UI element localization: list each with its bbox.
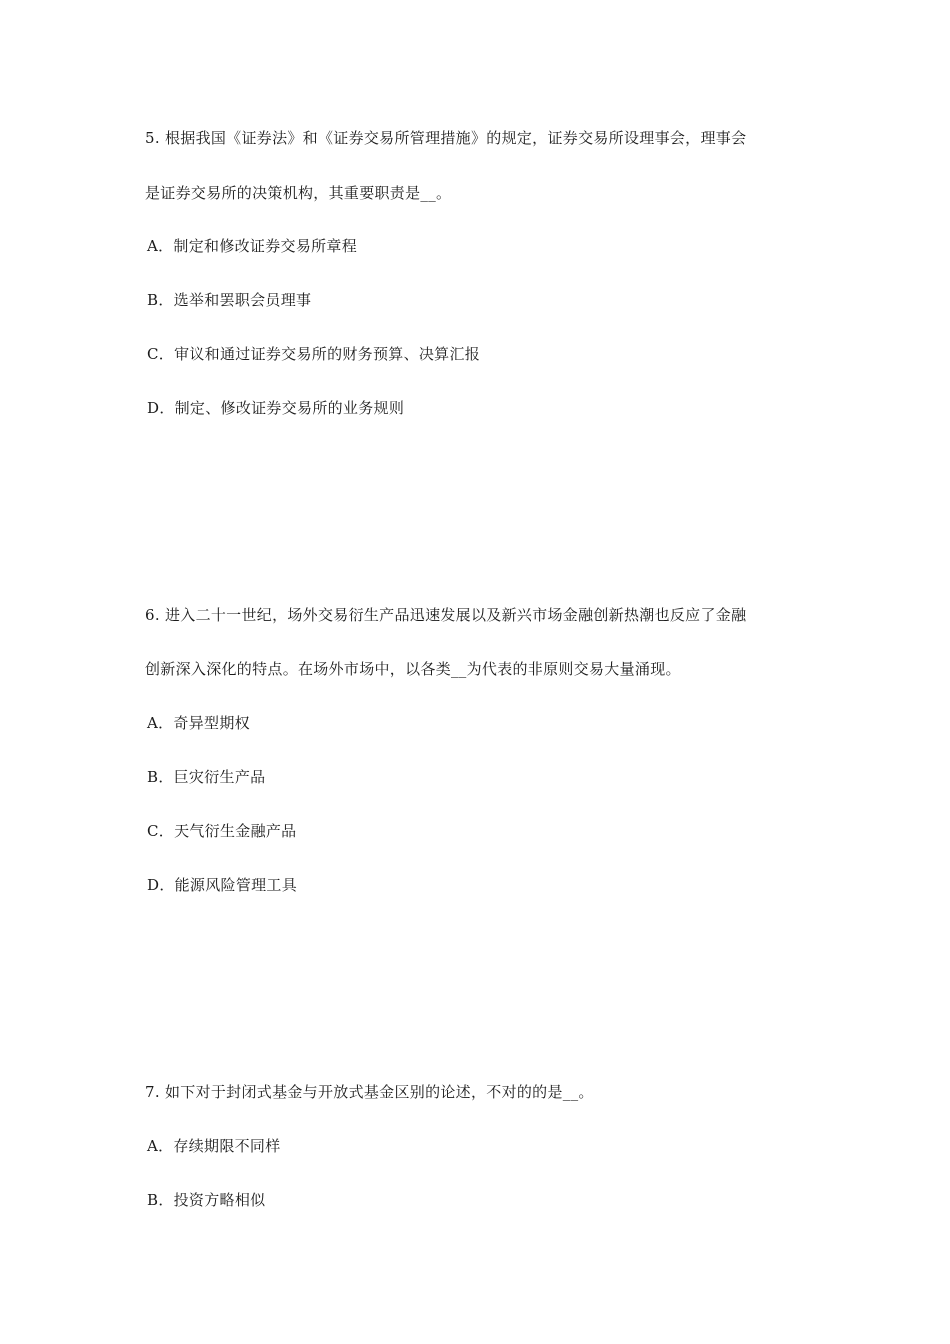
option-b: B．选举和罢职会员理事 <box>147 291 312 309</box>
option-d: D．制定、修改证券交易所的业务规则 <box>147 399 405 417</box>
option-a: A．奇异型期权 <box>147 714 250 732</box>
question-stem-line: 创新深入深化的特点。在场外市场中，以各类__为代表的非原则交易大量涌现。 <box>145 660 681 678</box>
option-b: B．投资方略相似 <box>147 1191 266 1209</box>
option-b: B．巨灾衍生产品 <box>147 768 266 786</box>
option-c: C．审议和通过证券交易所的财务预算、决算汇报 <box>147 345 481 363</box>
option-d: D．能源风险管理工具 <box>147 876 298 894</box>
option-a: A．制定和修改证券交易所章程 <box>147 237 358 255</box>
option-a: A．存续期限不同样 <box>147 1137 281 1155</box>
question-stem-line: 6. 进入二十一世纪，场外交易衍生产品迅速发展以及新兴市场金融创新热潮也反应了金融 <box>145 606 747 624</box>
question-stem-line: 7. 如下对于封闭式基金与开放式基金区别的论述，不对的的是__。 <box>145 1083 594 1101</box>
question-stem-line: 是证券交易所的决策机构，其重要职责是__。 <box>145 184 452 202</box>
question-stem-line: 5. 根据我国《证券法》和《证券交易所管理措施》的规定，证券交易所设理事会，理事会 <box>145 129 747 147</box>
option-c: C．天气衍生金融产品 <box>147 822 297 840</box>
